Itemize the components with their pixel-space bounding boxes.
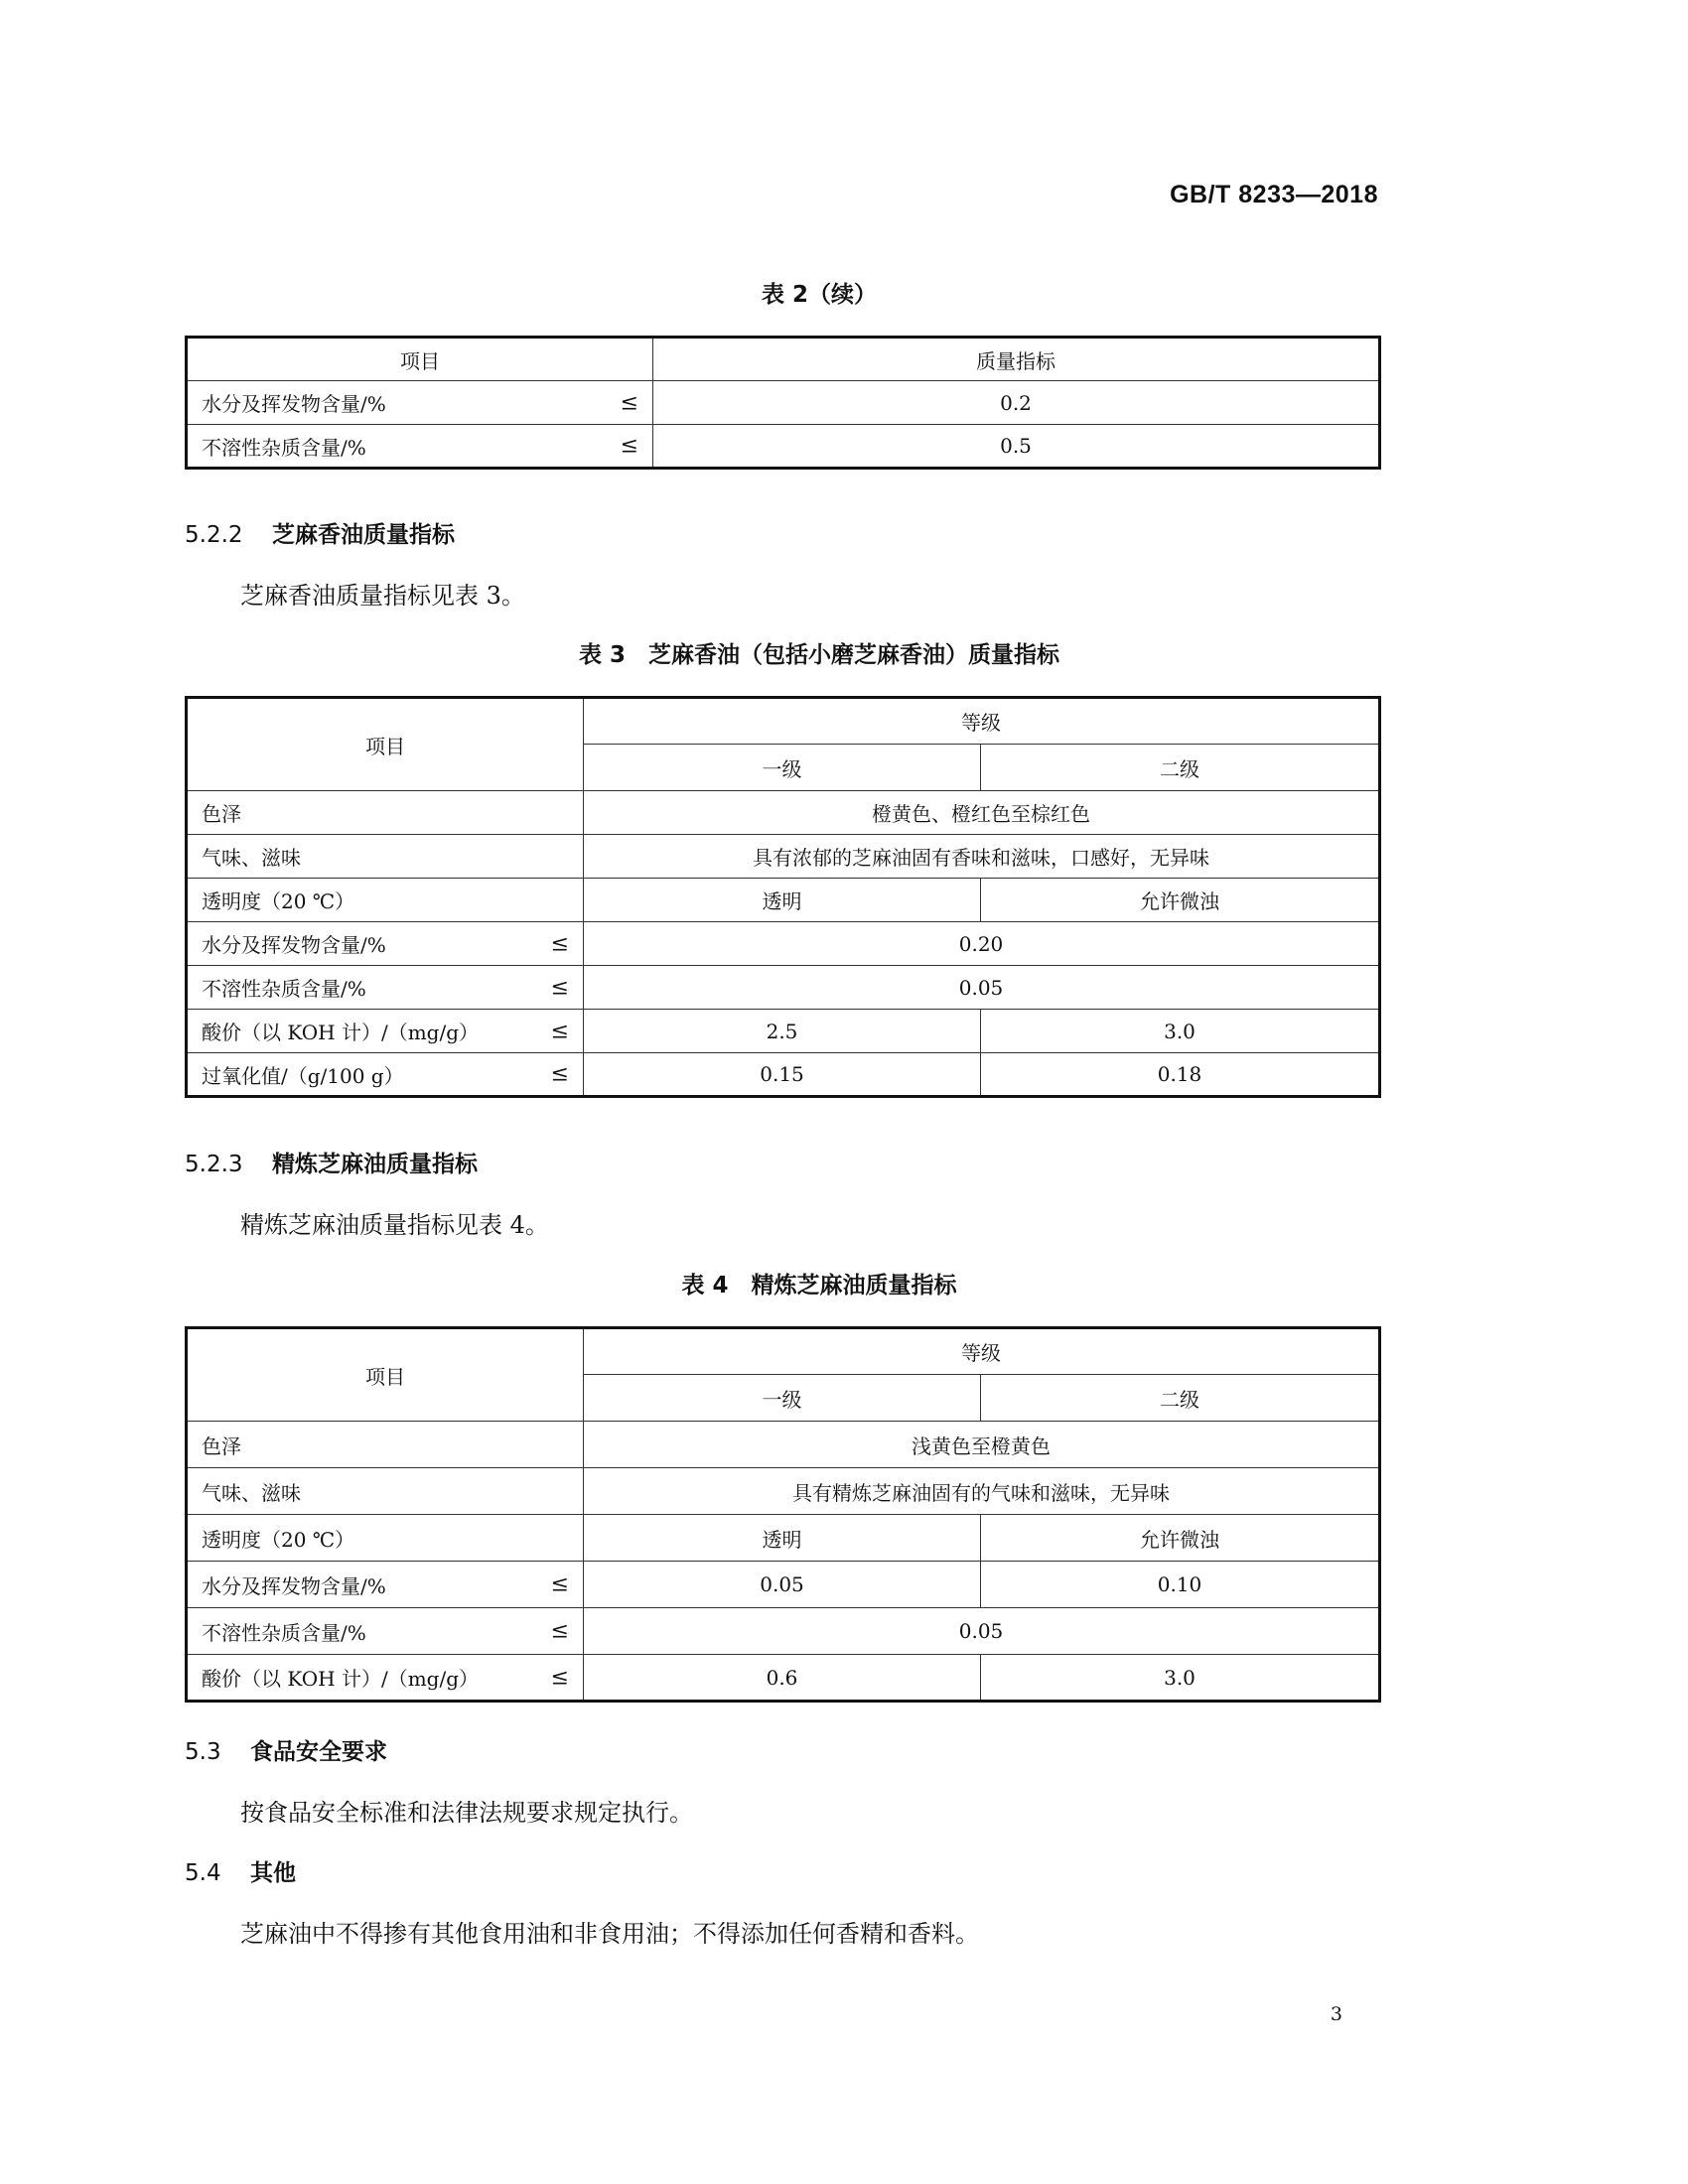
row-label-text: 透明度（20 ℃） <box>202 889 355 913</box>
section-title: 其他 <box>250 1860 296 1886</box>
row-label-text: 酸价（以 KOH 计）/（mg/g） <box>202 1667 480 1691</box>
le-symbol: ≤ <box>550 1571 569 1597</box>
table-row <box>187 1608 1380 1655</box>
header-grade-2: 二级 <box>981 745 1380 791</box>
row-label <box>187 791 584 835</box>
row-label-text: 水分及挥发物含量/% <box>202 933 386 957</box>
row-value-grade-2: 3.0 <box>981 1655 1380 1702</box>
row-value: 0.05 <box>584 1608 1380 1655</box>
table-row <box>187 1562 1380 1608</box>
row-label <box>187 1562 584 1608</box>
row-label-text: 气味、滋味 <box>202 1480 301 1505</box>
row-value-grade-2: 0.10 <box>981 1562 1380 1608</box>
row-value: 0.20 <box>584 922 1380 966</box>
le-symbol: ≤ <box>620 433 638 459</box>
header-grade: 等级 <box>584 1328 1380 1375</box>
row-label <box>187 1010 584 1053</box>
table2-caption: 表 2（续） <box>761 282 877 308</box>
table-row <box>187 1422 1380 1468</box>
header-grade-1: 一级 <box>584 1375 981 1422</box>
row-label-text: 透明度（20 ℃） <box>202 1527 355 1552</box>
row-label <box>187 1422 584 1468</box>
table-header-row <box>187 698 1380 745</box>
section-text-5-3: 按食品安全标准和法律法规要求规定执行。 <box>240 1799 693 1827</box>
table-row <box>187 1515 1380 1562</box>
row-value-grade-2: 允许微浊 <box>981 1515 1380 1562</box>
table-row <box>187 791 1380 835</box>
header-item: 项目 <box>187 698 584 791</box>
row-value-grade-1: 0.05 <box>584 1562 981 1608</box>
table2 <box>185 336 1381 470</box>
section-number: 5.2.2 <box>185 522 243 548</box>
table-row <box>187 922 1380 966</box>
row-label-text: 不溶性杂质含量/% <box>202 435 366 460</box>
table4 <box>185 1326 1381 1703</box>
row-label <box>187 922 584 966</box>
header-item: 项目 <box>187 338 653 381</box>
le-symbol: ≤ <box>550 1618 569 1644</box>
row-value: 0.05 <box>584 966 1380 1010</box>
table-row <box>187 1468 1380 1515</box>
header-item: 项目 <box>187 1328 584 1422</box>
section-heading-5-2-3 <box>185 1146 478 1178</box>
row-label-text: 色泽 <box>202 1433 241 1458</box>
header-quality: 质量指标 <box>653 338 1380 381</box>
section-number: 5.4 <box>185 1860 221 1886</box>
row-value-grade-1: 0.15 <box>584 1053 981 1097</box>
le-symbol: ≤ <box>550 1061 569 1087</box>
header-grade-2: 二级 <box>981 1375 1380 1422</box>
section-text-5-2-3: 精炼芝麻油质量指标见表 4。 <box>240 1211 549 1239</box>
table-row <box>187 1010 1380 1053</box>
row-label-text: 不溶性杂质含量/% <box>202 1620 366 1645</box>
section-number: 5.2.3 <box>185 1152 243 1177</box>
row-label <box>187 1655 584 1702</box>
table-row <box>187 1053 1380 1097</box>
table-header-row <box>187 338 1380 381</box>
le-symbol: ≤ <box>620 390 638 415</box>
standard-code: GB/T 8233—2018 <box>1170 181 1378 208</box>
row-value-grade-1: 0.6 <box>584 1655 981 1702</box>
le-symbol: ≤ <box>550 1665 569 1690</box>
row-label <box>187 1053 584 1097</box>
row-label <box>187 425 653 469</box>
row-label-text: 色泽 <box>202 802 241 826</box>
row-value-grade-2: 允许微浊 <box>981 879 1380 922</box>
row-label-text: 酸价（以 KOH 计）/（mg/g） <box>202 1021 480 1044</box>
row-value: 浅黄色至橙黄色 <box>584 1422 1380 1468</box>
table-header-row <box>187 1328 1380 1375</box>
section-text-5-2-2: 芝麻香油质量指标见表 3。 <box>240 582 525 610</box>
table-row <box>187 835 1380 879</box>
le-symbol: ≤ <box>550 975 569 1000</box>
table-row <box>187 1655 1380 1702</box>
row-label-text: 水分及挥发物含量/% <box>202 392 386 416</box>
row-value-grade-1: 2.5 <box>584 1010 981 1053</box>
row-label <box>187 966 584 1010</box>
table4-caption: 表 4 精炼芝麻油质量指标 <box>681 1273 957 1298</box>
section-heading-5-4 <box>185 1854 296 1887</box>
section-title: 芝麻香油质量指标 <box>272 522 455 548</box>
section-text-5-4: 芝麻油中不得掺有其他食用油和非食用油；不得添加任何香精和香料。 <box>240 1920 979 1948</box>
row-value: 具有浓郁的芝麻油固有香味和滋味，口感好，无异味 <box>584 835 1380 879</box>
row-value-grade-2: 0.18 <box>981 1053 1380 1097</box>
row-label <box>187 1468 584 1515</box>
table-row <box>187 381 1380 425</box>
section-heading-5-2-2 <box>185 516 455 549</box>
section-heading-5-3 <box>185 1733 387 1766</box>
row-label <box>187 835 584 879</box>
row-value: 0.2 <box>653 381 1380 425</box>
row-value: 具有精炼芝麻油固有的气味和滋味，无异味 <box>584 1468 1380 1515</box>
table-row <box>187 966 1380 1010</box>
row-value-grade-1: 透明 <box>584 1515 981 1562</box>
row-value-grade-2: 3.0 <box>981 1010 1380 1053</box>
row-value: 0.5 <box>653 425 1380 469</box>
header-grade-1: 一级 <box>584 745 981 791</box>
section-title: 食品安全要求 <box>250 1739 387 1765</box>
row-label-text: 气味、滋味 <box>202 846 301 870</box>
le-symbol: ≤ <box>550 931 569 956</box>
table-row <box>187 879 1380 922</box>
header-grade: 等级 <box>584 698 1380 745</box>
row-label-text: 水分及挥发物含量/% <box>202 1573 386 1598</box>
row-value: 橙黄色、橙红色至棕红色 <box>584 791 1380 835</box>
table3-caption: 表 3 芝麻香油（包括小磨芝麻香油）质量指标 <box>578 642 1059 668</box>
row-label-text: 过氧化值/（g/100 g） <box>202 1063 404 1088</box>
section-title: 精炼芝麻油质量指标 <box>272 1152 478 1177</box>
row-label-text: 不溶性杂质含量/% <box>202 977 366 1001</box>
row-label <box>187 1515 584 1562</box>
table3 <box>185 696 1381 1098</box>
row-label <box>187 381 653 425</box>
row-label <box>187 1608 584 1655</box>
page-number: 3 <box>1330 2003 1342 2025</box>
le-symbol: ≤ <box>550 1019 569 1043</box>
section-number: 5.3 <box>185 1739 221 1765</box>
table-row <box>187 425 1380 469</box>
row-label <box>187 879 584 922</box>
row-value-grade-1: 透明 <box>584 879 981 922</box>
